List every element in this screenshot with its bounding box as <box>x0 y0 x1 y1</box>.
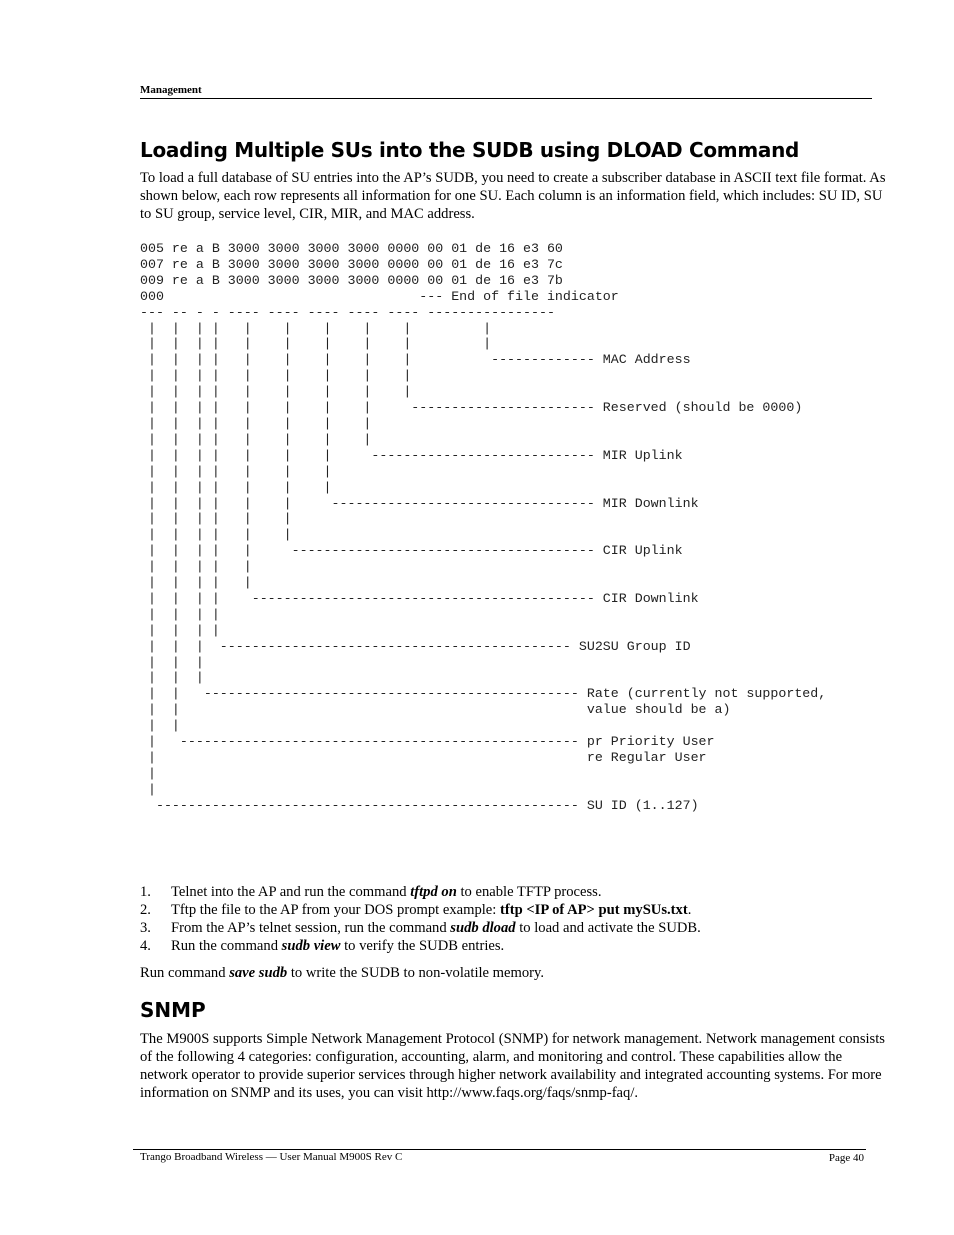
step-text: to verify the SUDB entries. <box>340 938 505 954</box>
section-title-snmp: SNMP <box>140 998 206 1022</box>
section-title-dload: Loading Multiple SUs into the SUDB using DLOAD Command <box>140 138 800 162</box>
sudb-file-format-diagram: 005 re a B 3000 3000 3000 3000 0000 00 01 de 16 e3 60 007 re a B 3000 3000 3000 3000 0000 00 01 de 16 e3 7c 009 re a B 3000 3000 3000 3000 0000 00 01 de 16 e3 7b 000 --- End of file indicator --- -- - - ---- ---- ---- ---- ---- ---------------- | | | | | | | | | | | | | | | | | | | | | | | | | | | | | ------------- MAC Address | | | | | | | | | | | | | | | | | | | | | | | | | | ----------------------- Reserved (should be 0000) | | | | | | | | | | | | | | | | | | | | | | | ---------------------------- MIR Uplink | | | | | | | | | | | | | | | | | | | | --------------------------------- MIR Downlink | | | | | | | | | | | | | | | | | -------------------------------------- CIR Uplink | | | | | | | | | | | | | | ------------------------------------------- CIR Downlink | | | | | | | | | | | -------------------------------------------- SU2SU Group ID | | | | | | | | ----------------------------------------------- Rate (currently not supported, | | value should be a) | | | -------------------------------------------------- pr Priority User | re Regular User | | ----------------------------------------------------- SU ID (1..127) <box>140 241 827 813</box>
list-item <box>140 919 701 937</box>
note-text: Run command <box>140 965 230 981</box>
footer-rule <box>133 1149 866 1150</box>
dload-steps-list <box>140 883 701 955</box>
command-text: tftp <IP of AP> put mySUs.txt <box>499 902 688 918</box>
step-text: . <box>687 902 692 918</box>
page-number: Page 40 <box>828 1152 864 1164</box>
step-text: Telnet into the AP and run the command <box>171 884 411 900</box>
command-text: save sudb <box>229 965 288 981</box>
header-rule <box>140 98 872 99</box>
command-text: sudb dload <box>450 920 516 936</box>
step-number: 1. <box>140 884 151 900</box>
step-text: Tftp the file to the AP from your DOS prompt example: <box>171 902 500 918</box>
list-item <box>140 883 701 901</box>
note-text: to write the SUDB to non-volatile memory. <box>287 965 545 981</box>
step-number: 3. <box>140 920 151 936</box>
step-text: to enable TFTP process. <box>456 884 602 900</box>
step-text: From the AP’s telnet session, run the command <box>171 920 451 936</box>
list-item <box>140 937 701 955</box>
command-text: sudb view <box>281 938 341 954</box>
step-number: 4. <box>140 938 151 954</box>
command-text: tftpd on <box>410 884 457 900</box>
intro-paragraph: To load a full database of SU entries into the AP’s SUDB, you need to create a subscriber database in ASCII text file format. As shown below, each row represents all information for one SU. Each column is an information field, which includes: SU ID, SU to SU group, service level, CIR, MIR, and MAC address. <box>140 170 886 222</box>
running-header: Management <box>140 84 202 96</box>
snmp-paragraph: The M900S supports Simple Network Management Protocol (SNMP) for network management. Network management consists of the following 4 categories: configuration, accounting, alarm, and monitoring and control. These capabilities allow the network operator to provide superior services through higher network availability and integrated accounting systems. For more information on SNMP and its uses, you can visit http://www.faqs.org/faqs/snmp-faq/. <box>140 1031 885 1101</box>
list-item <box>140 901 701 919</box>
step-text: Run the command <box>171 938 282 954</box>
save-note-paragraph <box>140 964 890 982</box>
footer-manual-title: Trango Broadband Wireless — User Manual M900S Rev C <box>140 1151 403 1163</box>
step-number: 2. <box>140 902 151 918</box>
step-text: to load and activate the SUDB. <box>515 920 701 936</box>
